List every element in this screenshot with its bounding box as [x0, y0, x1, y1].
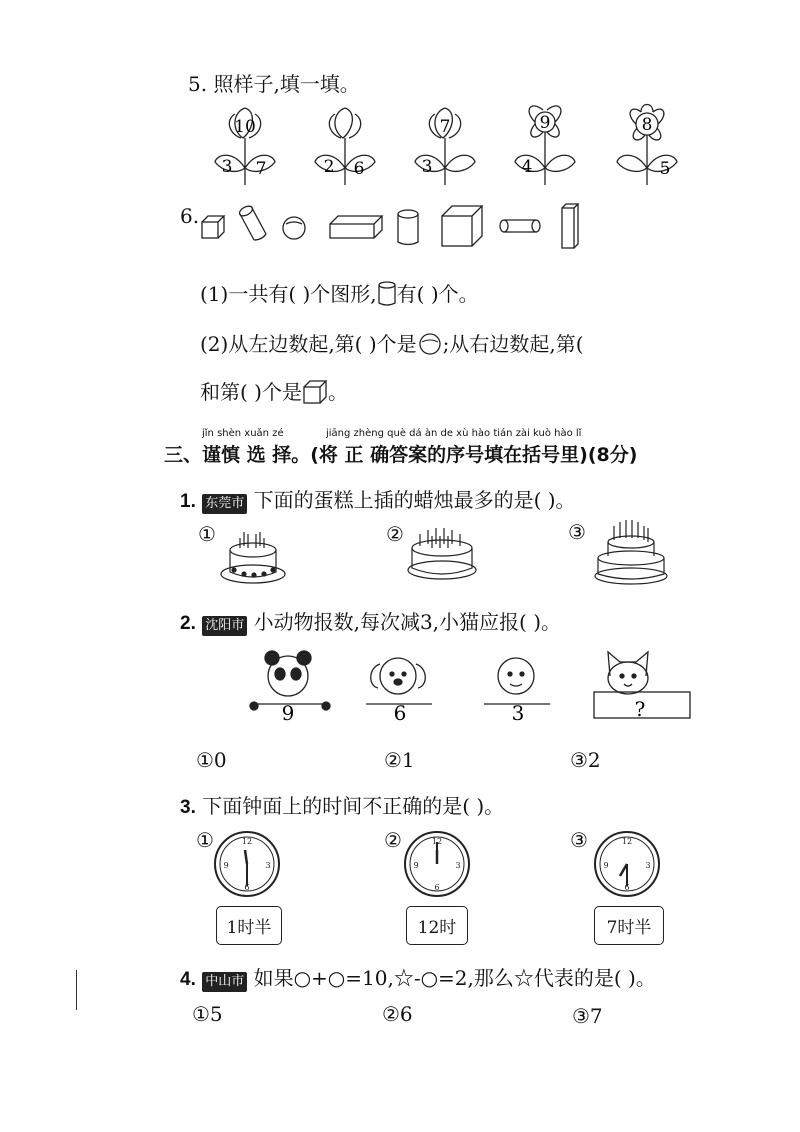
q1-text: 下面的蛋糕上插的蜡烛最多的是( )。 [253, 488, 576, 512]
sphere-icon [417, 332, 443, 356]
q4-number: 4. [180, 969, 196, 990]
svg-text:3: 3 [645, 861, 651, 870]
cat-sign-value: ? [634, 697, 646, 721]
flower-row [195, 100, 715, 195]
q4-text: 如果○+○=10,☆-○=2,那么☆代表的是( )。 [253, 966, 656, 990]
q2-city-tag: 沈阳市 [202, 616, 247, 636]
clock-1 [212, 828, 282, 900]
svg-text:9: 9 [223, 861, 229, 870]
q6-line1 [200, 278, 479, 307]
shapes-row [198, 200, 598, 252]
q4-option-2: ②6 [382, 1002, 413, 1026]
q4-option-3: ③7 [572, 1004, 603, 1028]
q2-number: 2. [180, 613, 196, 634]
q6-line3 [200, 376, 348, 405]
cake-1-image [218, 520, 288, 586]
svg-text:3: 3 [265, 861, 271, 870]
q2-option-1: ①0 [196, 748, 227, 772]
q2-line [180, 606, 561, 636]
svg-text:9: 9 [413, 861, 419, 870]
q1-number: 1. [180, 491, 196, 512]
flower-2-left: 2 [323, 157, 335, 177]
clock-3 [592, 828, 662, 900]
baby-sign-value: 3 [511, 701, 525, 725]
q6-line3b-text: 。 [327, 380, 348, 404]
baby-image [484, 658, 550, 704]
page-edge-line [76, 970, 77, 1010]
q2-option-3: ③2 [570, 748, 601, 772]
flower-3-left: 3 [421, 157, 433, 177]
q6-line2 [200, 328, 584, 357]
q3-line [180, 790, 504, 819]
q5-title: 5. 照样子,填一填。 [188, 72, 360, 96]
flower-4-left: 4 [521, 157, 533, 177]
q3-option-2: ② [384, 828, 402, 852]
flower-5-top: 8 [641, 115, 653, 135]
clock-2-label: 12时 [406, 906, 468, 945]
q6-line2b-text: ;从右边数起,第( [442, 332, 584, 356]
q6-line1b-text: 有( )个。 [396, 282, 479, 306]
cake-3-image [592, 514, 670, 586]
q6-line2-text: (2)从左边数起,第( )个是 [200, 332, 417, 356]
flower-1-left: 3 [221, 157, 233, 177]
flower-2-right: 6 [353, 159, 365, 179]
panda-sign-value: 9 [281, 701, 295, 725]
q4-city-tag: 中山市 [202, 972, 247, 992]
flower-1-right: 7 [255, 159, 267, 179]
svg-text:12: 12 [241, 837, 253, 846]
clock-2 [402, 828, 472, 900]
svg-text:9: 9 [603, 861, 609, 870]
svg-text:3: 3 [455, 861, 461, 870]
cake-2-image [404, 518, 480, 584]
flower-5-right: 5 [659, 159, 671, 179]
flower-1 [215, 108, 275, 185]
q2-option-2: ②1 [384, 748, 415, 772]
q3-option-1: ① [196, 828, 214, 852]
q4-option-1: ①5 [192, 1002, 223, 1026]
q1-line [180, 484, 576, 514]
clock-1-label: 1时半 [216, 906, 282, 945]
svg-text:6: 6 [624, 883, 630, 892]
section3-pinyin-b: jiāng zhèng què dá àn de xù hào tián zài kuò hào lǐ [326, 428, 582, 439]
clock-3-label: 7时半 [594, 906, 664, 945]
q4-line [180, 962, 656, 992]
q6-line3-text: 和第( )个是 [200, 380, 302, 404]
svg-text:12: 12 [431, 837, 443, 846]
q6-number: 6. [180, 204, 200, 228]
q3-number: 3. [180, 797, 196, 818]
flower-5 [617, 105, 677, 186]
flower-1-top: 10 [234, 117, 256, 137]
svg-text:6: 6 [244, 883, 250, 892]
q3-option-3: ③ [570, 828, 588, 852]
cube-icon [302, 379, 328, 405]
q1-option-2: ② [386, 522, 404, 546]
animals-row [244, 646, 694, 726]
q3-text: 下面钟面上的时间不正确的是( )。 [202, 794, 505, 818]
flower-3-top: 7 [439, 117, 451, 137]
dog-image [366, 658, 432, 704]
svg-text:6: 6 [434, 883, 440, 892]
q2-text: 小动物报数,每次减3,小猫应报( )。 [253, 610, 561, 634]
q6-line1-text: (1)一共有( )个图形, [200, 282, 377, 306]
flower-4-top: 9 [539, 113, 551, 133]
svg-text:12: 12 [621, 837, 633, 846]
cylinder-icon [377, 281, 397, 307]
q1-option-1: ① [198, 522, 216, 546]
dog-sign-value: 6 [393, 701, 407, 725]
flower-3 [415, 108, 475, 185]
flower-4 [515, 106, 575, 185]
flower-2 [315, 108, 375, 185]
q1-city-tag: 东莞市 [202, 494, 247, 514]
section3-pinyin-a: jǐn shèn xuǎn zé [202, 428, 284, 439]
q1-option-3: ③ [568, 520, 586, 544]
section3-title: 三、谨慎 选 择。(将 正 确答案的序号填在括号里)(8分) [164, 444, 638, 466]
